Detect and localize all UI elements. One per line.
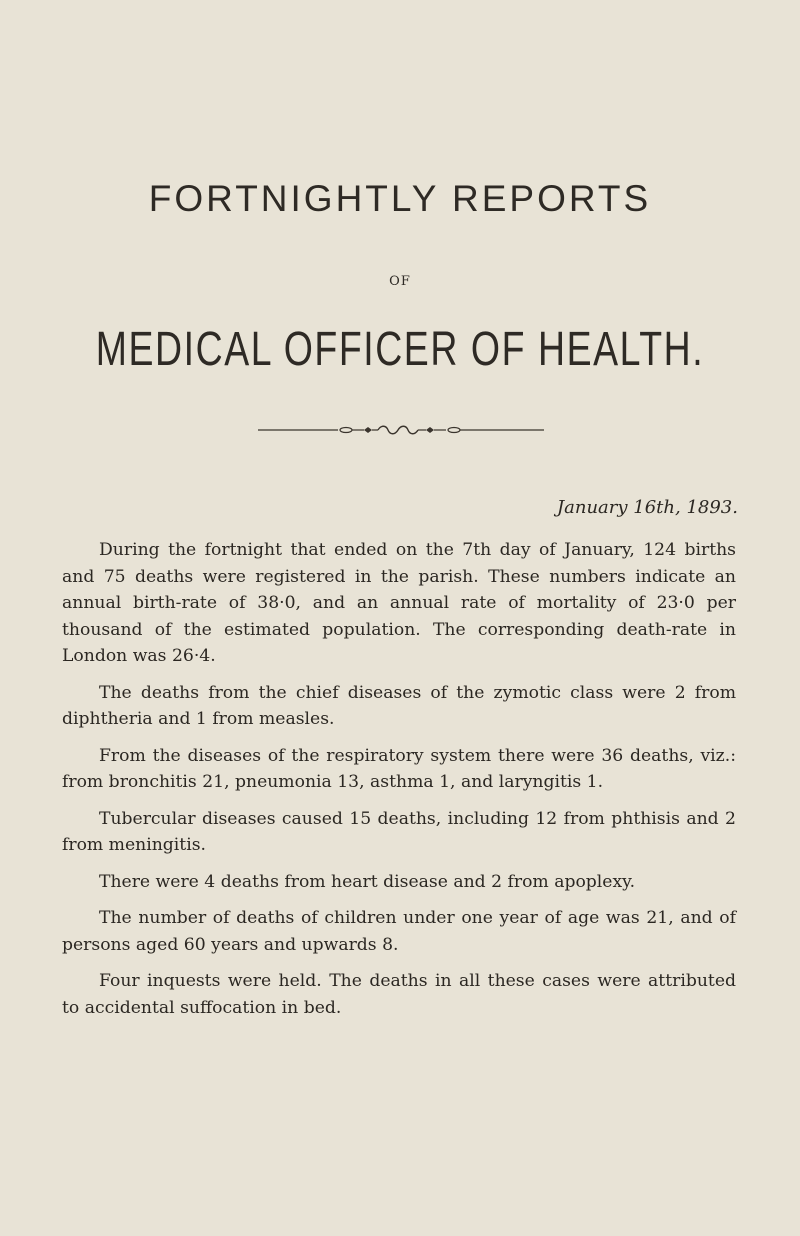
decorative-rule-ornament: [258, 422, 544, 438]
title-connector: OF: [389, 274, 411, 289]
paragraph-tubercular: Tubercular diseases caused 15 deaths, including 12 from phthisis and 2 from meningitis.: [62, 808, 736, 855]
report-subtitle: MEDICAL OFFICER OF HEALTH.: [95, 323, 705, 376]
paragraph-children-deaths: The number of deaths of children under one year of age was 21, and of persons aged 60 years and upwards 8.: [62, 908, 736, 955]
paragraph-zymotic: The deaths from the chief diseases of the zymotic class were 2 from diphtheria and 1 from measles.: [62, 682, 736, 729]
paragraph-heart-disease: There were 4 deaths from heart disease and 2 from apoplexy.: [99, 871, 636, 892]
paragraph-births-deaths: During the fortnight that ended on the 7th day of January, 124 births and 75 deaths were registered in the parish. These numbers indicate an annual birth-rate of 38·0, and an annual rate of mortality of 23·0 per thousand of the estimated population. The corresponding death-rate in London was 26·4.: [62, 540, 736, 666]
report-date: January 16th, 1893.: [556, 497, 738, 518]
report-title: FORTNIGHTLY REPORTS: [148, 178, 652, 219]
paragraph-respiratory: From the diseases of the respiratory system there were 36 deaths, viz.: from bronchitis 21, pneumonia 13, asthma 1, and laryngitis 1.: [62, 745, 736, 792]
paragraph-inquests: Four inquests were held. The deaths in all these cases were attributed to accidental suffocation in bed.: [62, 971, 736, 1018]
report-body: [62, 537, 736, 1031]
